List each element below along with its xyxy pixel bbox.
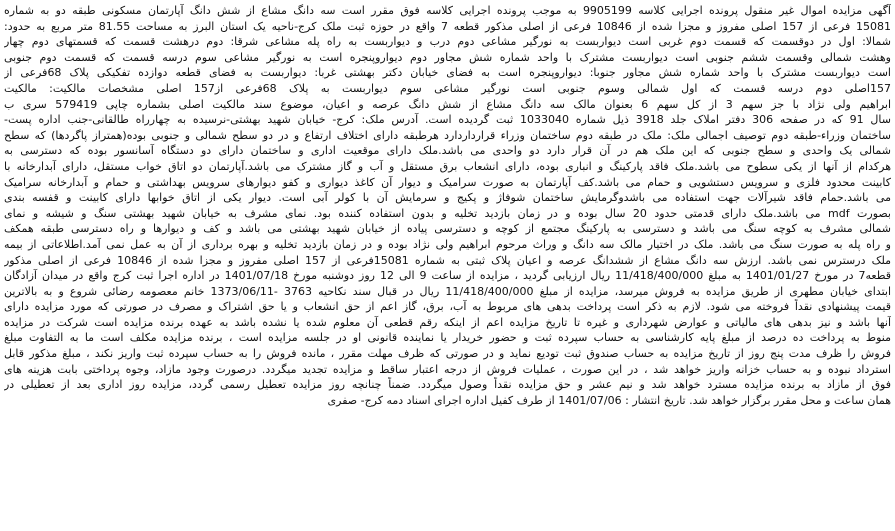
notice-line: ابراهیم ولی نژاد با جز سهم 3 از کل سهم 6 بعنوان مالک سه دانگ مشاع از شش دانگ عرصه و اعیان، موضوع سند مالکیت اصلی بشماره چاپی 579419 سری ب [4,97,891,111]
notice-line: ابتدای خیابان مطهری از طریق مزایده به فروش میرسد، مزایده از مبلغ 11/418/400/000 ریال در قبال سند نکاحیه 3763 -1373/06/11 خانم معصومه رضائی شروع و به بالاترین [4,284,891,298]
notice-line: شمالا: اول در دوقسمت که قسمت دوم غربی است دیواربست به نورگیر مشاعی دوم درب و دیواربست به راه پله مشاعی شرقا: دوم درهشت قسمت که قسمتهای دوم چهار [4,35,891,49]
notice-line: قطعه7 در مورخ 1401/01/27 به مبلغ 11/418/400/000 ریال ارزیابی گردید ، مزایده از ساعت 9 الی 12 روز دوشنبه مورخ 1401/07/18 در اداره اجرا ثبت کرج واقع در میدان آزادگان [4,269,891,283]
notice-line: ملک درسترس نمی باشد. ارزش سه دانگ مشاع از ششدانگ عرصه و اعیان پلاک ثبتی به شماره 15081فرعی از 157 اصلی مفروز و مجزا شده از 10846 فرعی از اصلی مذکور [4,253,891,267]
notice-line: آنها باشد و نیز بدهی های مالیاتی و عوارض شهرداری و غیره تا تاریخ مزایده اعم از اینکه رقم قطعی آن معلوم شده یا نشده باشد به عهده برنده مزایده است شرکت در مزایده [4,315,891,329]
notice-line: کابینت محدود فلزی و سرویس دستشویی و حمام می باشد.کف آپارتمان به صورت سرامیک و دیوار آن کاغذ دیواری و کفو دیوارهای سرویس بهداشتی و حمام و آبدارخانه سرامیک [4,175,891,189]
notice-line: 157اصلی دوم درسه قسمت که اول شمالی وسوم جنوبی است نورگیر مشاعی سوم دیواربست به پلاک 68فرعی از157 اصلی مشخصات مالکیت: مالکیت [4,81,891,95]
notice-line: فوق از مازاد به برنده مزایده مسترد خواهد شد و نیم عشر و حق مزایده نقداً وصول میگردد. ضمناً چنانچه روز مزایده تعطیل رسمی گردد، مزایده روز اداری بعد از تعطیلی در [4,378,891,392]
notice-line: و راه پله به صورت سنگ می باشد. ملک در اختیار مالک سه دانگ و وراث مرحوم ابراهیم ولی نژاد بوده و در زمان بازدید تخلیه و بهره برداری از آن به عمل نمی آمد.اطلاعاتی از بیمه [4,237,891,251]
notice-line: سال 91 که در صفحه 306 دفتر املاک جلد 3918 ذیل شماره 1033040 ثبت گردیده است. آدرس ملک: کرج- خیابان شهید بهشتی-نرسیده به چهارراه طالقانی-جنب اداره پست- [4,113,891,127]
notice-line: 15081 فرعی از 157 اصلی مفروز و مجزا شده از 10846 فرعی از اصلی مذکور قطعه 7 واقع در حوزه ثبت ملک کرج-ناحیه یک استان البرز به مساحت 81.55 متر مربع به حدود: [4,19,891,33]
notice-line: هرکدام از آنها از یکی سطوح می باشد.ملک فاقد پارکینگ و انباری بوده، دارای انشعاب برق مستقل و آب و گاز مشترک می باشد.آپارتمان دو اتاق خواب مستقل، دارای آبدارخانه با [4,159,891,173]
notice-line: است دیواربست مشترک با واحد شماره شش مجاور جنوبا: دیواروپنجره است به فضای خیابان دکتر بهشتی غربا: دیواربست به فضای قطعه دوازده تفکیکی پلاک 68فرعی از [4,66,891,80]
notice-line: بصورت mdf می باشد.ملک دارای قدمتی حدود 20 سال بوده و در زمان بازدید تخلیه و بدون استفاده کننده بود. نمای مشرف به خیابان شهید بهشتی سنگ و شیشه و نمای [4,206,891,220]
notice-line: شمالی یک واحدی و سطح جنوبی که این ملک هم در آن قرار دارد دو واحدی می باشد.ملک دارای موقعیت اداری و ساختمان دارای دو دستگاه آسانسور بوده که دسترسی به [4,144,891,158]
notice-line: آگهی مزایده اموال غیر منقول پرونده اجرایی کلاسه 9905199 به موجب پرونده اجرایی کلاسه فوق مقرر است سه دانگ مشاع از شش دانگ آپارتمان مسکونی طبقه دو به شماره [4,4,891,17]
auction-notice [4,3,891,528]
notice-line: ساختمان وزراء-طبقه دوم توصیف اجمالی ملک: ملک در طبقه دوم ساختمان وزراء قرارداردارد هرطبقه دارای اختلاف ارتفاع و در دو سطح شمالی و جنوبی بوده(همتراز پاگردها) که سطح [4,128,891,142]
notice-line: می باشد.حمام فاقد شیرآلات جهت استفاده می باشدوگرمایش ساختمان شوفاژ و پکیج و سرمایش آن با کولر آبی است. دیوار یکی از اتاق خوابها دارای کابینت و قفسه بندی [4,191,891,205]
notice-line: قیمت پیشنهادی نقداً فروخته می شود. لازم به ذکر است پرداخت بدهی های مربوط به آب، برق، گاز اعم از حق انشعاب و یا حق اشتراک و مصرف در صورتی که مورد مزایده دارای [4,300,891,314]
notice-line: وهشت شمالی وقسمت ششم جنوبی است دیواربست مشترک با واحد شماره شش مجاور دوم دیواروپنجره است به نورگیر مشاعی سوم درسه قسمت که قسمت دوم جنوبی [4,50,891,64]
notice-line: شمالی مشرف به کوچه سنگ می باشد و دسترسی به پارکینگ مجتمع از کوچه و دسترسی پیاده از خیابان شهید بهشتی می باشد و کف و دیوارها و راه دسترسی طبقه همکف [4,222,891,236]
notice-line: فروش را ظرف مدت پنج روز از تاریخ مزایده به حساب صندوق ثبت تودیع نماید و در صورتی که ظرف مهلت مقرر ، مانده فروش را به حساب سپرده ثبت واریز نکند ، مبلغ مذکور قابل [4,347,891,361]
notice-line: همان ساعت و محل مقرر برگزار خواهد شد. تاریخ انتشار : 1401/07/06 از طرف کفیل اداره اجرای اسناد دمه کرج- صفری [327,393,891,407]
notice-line: منوط به پرداخت ده درصد از مبلغ پایه کارشناسی به حساب سپرده ثبت و حضور خریدار یا نماینده قانونی او در جلسه مزایده است ، برنده مزایده مکلف است ما به التفاوت مبلغ [4,331,891,345]
notice-line: استرداد نبوده و به حساب خزانه واریز خواهد شد ، در این صورت ، عملیات فروش از درجه اعتبار ساقط و مزایده تجدید میگردد. درصورت وجود مازاد، وجوه پرداختی بابت هزینه های [4,362,891,376]
